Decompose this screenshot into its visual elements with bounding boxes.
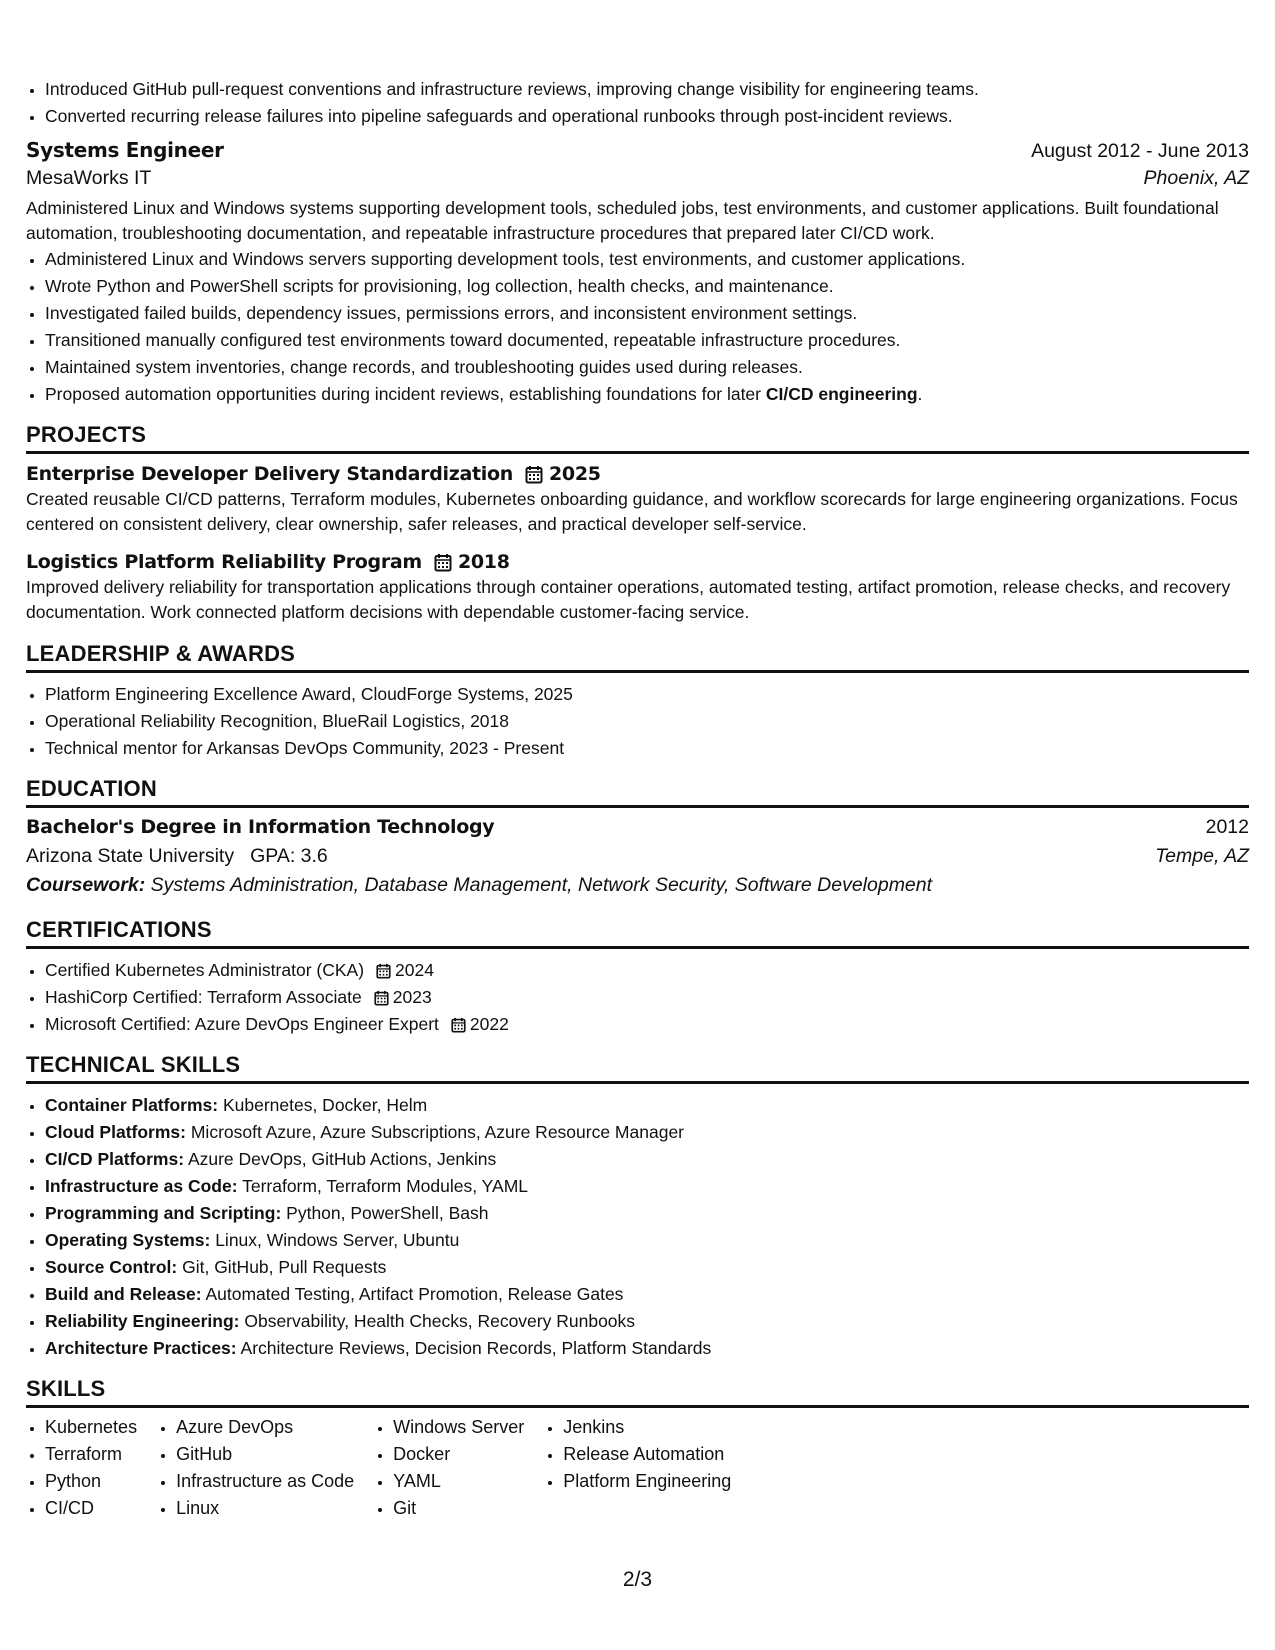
cert-year: 2024	[395, 960, 434, 980]
section-heading-leadership: LEADERSHIP & AWARDS	[26, 641, 1249, 673]
list-item: • Linux	[176, 1495, 354, 1522]
section-heading-technical-skills: TECHNICAL SKILLS	[26, 1052, 1249, 1084]
list-item: • Platform Engineering Excellence Award, CloudForge Systems, 2025	[45, 681, 1249, 708]
list-item: • Introduced GitHub pull-request conventions and infrastructure reviews, improving change visibility for engineering teams.	[45, 76, 1249, 103]
skill-values: Microsoft Azure, Azure Subscriptions, Azure Resource Manager	[190, 1122, 685, 1142]
list-item: • Investigated failed builds, dependency issues, permissions errors, and inconsistent environment settings.	[45, 300, 1249, 327]
skills-column	[26, 1414, 137, 1522]
list-item: • Operational Reliability Recognition, BlueRail Logistics, 2018	[45, 708, 1249, 735]
cert-year: 2022	[469, 1014, 509, 1034]
education-school: Arizona State University	[26, 845, 235, 867]
list-item: • Converted recurring release failures into pipeline safeguards and operational runbooks through post-incident reviews.	[45, 103, 1249, 130]
job-bullets	[26, 246, 1249, 408]
project-name: Logistics Platform Reliability Program	[26, 551, 422, 573]
cert-name: Certified Kubernetes Administrator (CKA)	[45, 960, 365, 980]
skills-column	[157, 1414, 354, 1522]
project-description: Created reusable CI/CD patterns, Terraform modules, Kubernetes onboarding guidance, and workflow scorecards for large engineering organizations. Focus centered on consistent delivery, clear ownership, safer releases, and practical developer self-service.	[26, 489, 1238, 534]
project-header	[26, 463, 1249, 485]
calendar-icon	[376, 963, 391, 979]
skill-category: Container Platforms:	[45, 1095, 219, 1115]
skill-category: Build and Release:	[45, 1284, 202, 1304]
job-header	[26, 138, 1249, 163]
list-item: • Windows Server	[393, 1414, 524, 1441]
calendar-icon	[451, 1017, 466, 1033]
list-item	[45, 1173, 1249, 1200]
skill-values: Observability, Health Checks, Recovery Runbooks	[244, 1311, 636, 1331]
list-item	[45, 1011, 1249, 1038]
job-title: Systems Engineer	[26, 138, 224, 162]
bullet-text: Proposed automation opportunities during incident reviews, establishing foundations for later	[45, 384, 766, 404]
page-number: 2/3	[622, 1568, 653, 1591]
skill-category: Architecture Practices:	[45, 1338, 237, 1358]
education-year: 2012	[1205, 816, 1249, 838]
list-item: • Python	[45, 1468, 137, 1495]
skill-category: Infrastructure as Code:	[45, 1176, 238, 1196]
skill-values: Terraform, Terraform Modules, YAML	[242, 1176, 529, 1196]
list-item: • CI/CD	[45, 1495, 137, 1522]
project-header	[26, 551, 1249, 573]
list-item: • Administered Linux and Windows servers supporting development tools, test environments, and customer applications.	[45, 246, 1249, 273]
list-item	[45, 1200, 1249, 1227]
education-header	[26, 816, 1249, 839]
skills-column	[544, 1414, 731, 1522]
list-item: • Kubernetes	[45, 1414, 137, 1441]
project-year: 2025	[549, 463, 601, 485]
skill-values: Architecture Reviews, Decision Records, Platform Standards	[240, 1338, 712, 1358]
list-item: • Release Automation	[563, 1441, 731, 1468]
list-item: • Git	[393, 1495, 524, 1522]
list-item	[45, 1146, 1249, 1173]
list-item: • Jenkins	[563, 1414, 731, 1441]
list-item: • Transitioned manually configured test environments toward documented, repeatable infrastructure procedures.	[45, 327, 1249, 354]
coursework-label: Coursework:	[26, 874, 146, 896]
education-school-line	[26, 845, 328, 868]
list-item: • Docker	[393, 1441, 524, 1468]
technical-skills-list	[26, 1092, 1249, 1362]
job-subheader	[26, 167, 1249, 190]
list-item: • Infrastructure as Code	[176, 1468, 354, 1495]
education-degree: Bachelor's Degree in Information Technology	[26, 816, 495, 838]
skill-category: Cloud Platforms:	[45, 1122, 186, 1142]
job-company: MesaWorks IT	[26, 167, 152, 189]
list-item	[45, 984, 1249, 1011]
skill-category: Source Control:	[45, 1257, 178, 1277]
project-year: 2018	[457, 551, 510, 573]
skill-category: Programming and Scripting:	[45, 1203, 282, 1223]
skill-category: CI/CD Platforms:	[45, 1149, 185, 1169]
education-location: Tempe, AZ	[1155, 845, 1249, 867]
list-item	[45, 1227, 1249, 1254]
job-dates: August 2012 - June 2013	[1031, 140, 1249, 162]
section-heading-certifications: CERTIFICATIONS	[26, 917, 1249, 949]
list-item	[45, 1254, 1249, 1281]
education-gpa: GPA: 3.6	[250, 845, 328, 867]
calendar-icon	[525, 465, 543, 484]
bullet-bold-text: CI/CD engineering	[765, 384, 918, 404]
section-heading-projects: PROJECTS	[26, 422, 1249, 454]
list-item: • Wrote Python and PowerShell scripts for provisioning, log collection, health checks, and maintenance.	[45, 273, 1249, 300]
bullet-text: .	[917, 384, 923, 404]
list-item	[45, 1092, 1249, 1119]
list-item: • Terraform	[45, 1441, 137, 1468]
skill-values: Azure DevOps, GitHub Actions, Jenkins	[187, 1149, 497, 1169]
project-description: Improved delivery reliability for transportation applications through container operations, automated testing, artifact promotion, release checks, and recovery documentation. Work connected platform decisions with dependable customer-facing service.	[26, 577, 1231, 622]
list-item: • Platform Engineering	[563, 1468, 731, 1495]
coursework-list: Systems Administration, Database Management, Network Security, Software Development	[150, 874, 933, 896]
list-item	[45, 381, 1249, 408]
list-item	[45, 1308, 1249, 1335]
skill-values: Linux, Windows Server, Ubuntu	[215, 1230, 460, 1250]
cert-name: Microsoft Certified: Azure DevOps Engineer Expert	[45, 1014, 439, 1034]
skills-column	[374, 1414, 524, 1522]
list-item: • GitHub	[176, 1441, 354, 1468]
education-subheader	[26, 845, 1249, 868]
list-item	[45, 957, 1249, 984]
section-heading-skills: SKILLS	[26, 1376, 1249, 1408]
list-item: • Maintained system inventories, change records, and troubleshooting guides used during releases.	[45, 354, 1249, 381]
skill-values: Kubernetes, Docker, Helm	[222, 1095, 428, 1115]
section-heading-education: EDUCATION	[26, 776, 1249, 808]
skill-category: Reliability Engineering:	[45, 1311, 240, 1331]
job-summary: Administered Linux and Windows systems supporting development tools, scheduled jobs, test environments, and customer applications. Built foundational automation, troubleshooting documentation, and repeatable infrastructure procedures that prepared later CI/CD work.	[26, 198, 1219, 243]
calendar-icon	[434, 553, 452, 572]
skill-category: Operating Systems:	[45, 1230, 211, 1250]
certifications-list	[26, 957, 1249, 1038]
skill-values: Automated Testing, Artifact Promotion, Release Gates	[205, 1284, 624, 1304]
list-item	[45, 1281, 1249, 1308]
list-item: • Technical mentor for Arkansas DevOps Community, 2023 - Present	[45, 735, 1249, 762]
list-item: • YAML	[393, 1468, 524, 1495]
skill-values: Python, PowerShell, Bash	[286, 1203, 489, 1223]
cert-name: HashiCorp Certified: Terraform Associate	[45, 987, 362, 1007]
leadership-list	[26, 681, 1249, 762]
education-coursework	[26, 874, 1249, 897]
skill-values: Git, GitHub, Pull Requests	[182, 1257, 387, 1277]
list-item: • Azure DevOps	[176, 1414, 354, 1441]
previous-job-bullets	[26, 76, 1249, 130]
job-location: Phoenix, AZ	[1143, 167, 1249, 189]
list-item	[45, 1335, 1249, 1362]
cert-year: 2023	[392, 987, 432, 1007]
list-item	[45, 1119, 1249, 1146]
calendar-icon	[374, 990, 389, 1006]
project-name: Enterprise Developer Delivery Standardization	[26, 463, 514, 485]
skills-grid	[26, 1414, 1249, 1522]
